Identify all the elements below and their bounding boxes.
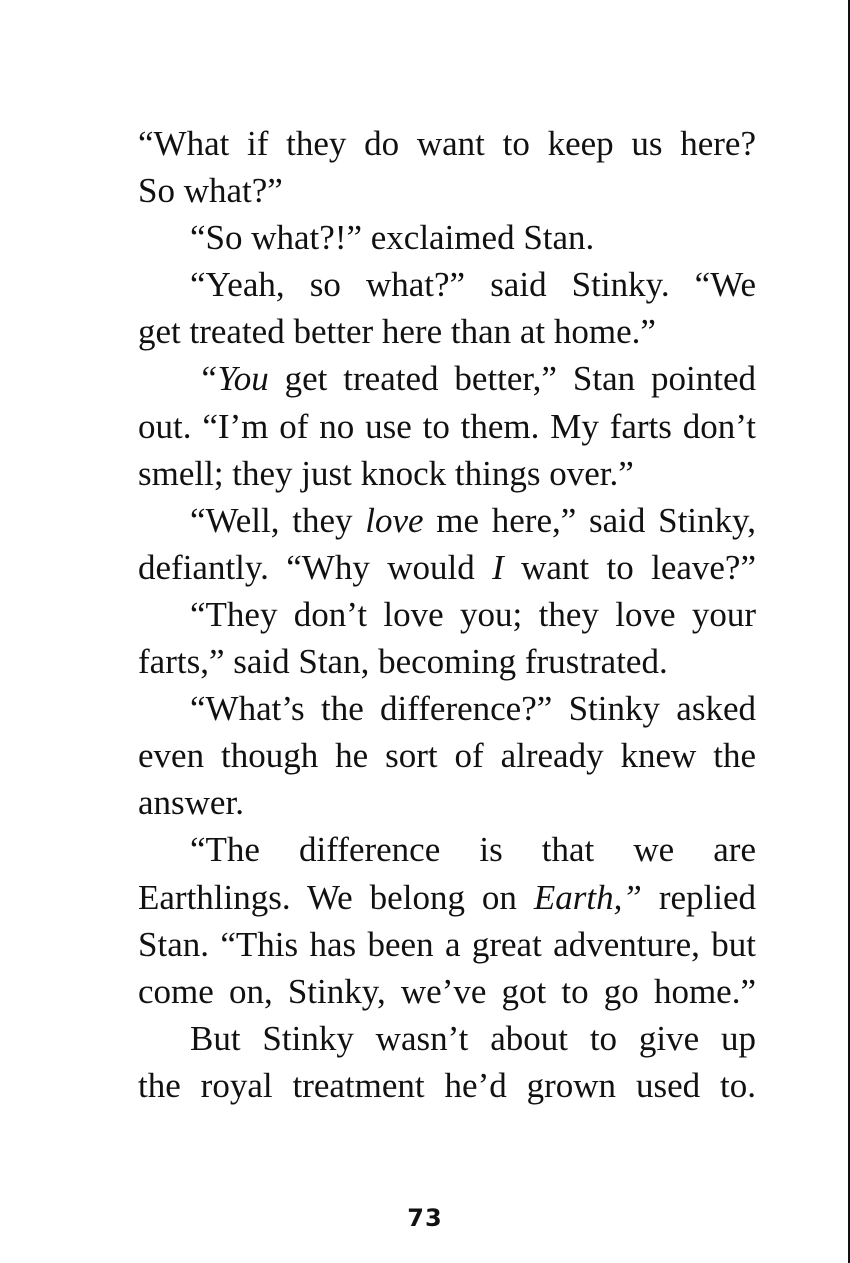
text-line xyxy=(138,732,756,779)
italic-text-run: Earth,” xyxy=(533,877,642,917)
text-line xyxy=(138,1015,756,1062)
text-line xyxy=(138,874,756,921)
text-line xyxy=(138,779,756,826)
italic-text-run: “You xyxy=(198,359,269,399)
text-run: “Yeah, so what?” said Stinky. “We xyxy=(190,265,756,305)
text-line xyxy=(138,261,756,308)
text-run: me here,” said Stinky, xyxy=(423,500,756,540)
text-run: answer. xyxy=(138,783,244,823)
text-run: defiantly. “Why would xyxy=(138,547,493,587)
text-run: So what?” xyxy=(138,171,283,211)
text-run: want to leave?” xyxy=(503,547,756,587)
text-run: come on, Stinky, we’ve got to go home.” xyxy=(138,971,756,1011)
text-line xyxy=(138,968,756,1015)
text-line xyxy=(138,591,756,638)
text-line xyxy=(138,1062,756,1109)
text-run: Earthlings. We belong on xyxy=(138,877,534,917)
italic-text-run: love xyxy=(365,500,424,540)
text-run: out. “I’m of no use to them. My farts don’t xyxy=(138,406,756,446)
text-run: smell; they just knock things over.” xyxy=(138,453,634,493)
text-line xyxy=(138,167,756,214)
text-run: replied xyxy=(641,877,756,917)
text-line xyxy=(138,450,756,497)
text-line xyxy=(138,120,756,167)
text-run: the royal treatment he’d grown used to. xyxy=(138,1065,756,1105)
text-line xyxy=(138,826,756,873)
text-run: “They don’t love you; they love your xyxy=(190,594,756,634)
text-run: “So what?!” exclaimed Stan. xyxy=(190,218,595,258)
text-run: farts,” said Stan, becoming frustrated. xyxy=(138,642,668,682)
text-run: “What’s the difference?” Stinky asked xyxy=(190,689,756,729)
text-run: get treated better,” Stan pointed xyxy=(268,359,756,399)
text-line xyxy=(138,214,756,261)
page-number: 73 xyxy=(407,1204,443,1232)
text-line xyxy=(138,403,756,450)
text-line xyxy=(138,638,756,685)
text-line xyxy=(138,308,756,355)
italic-text-run: I xyxy=(492,547,504,587)
text-run: “The difference is that we are xyxy=(190,830,756,870)
text-line xyxy=(138,921,756,968)
text-line xyxy=(138,355,756,402)
text-run: But Stinky wasn’t about to give up xyxy=(190,1018,756,1058)
text-run: “Well, they xyxy=(190,500,366,540)
page-body-text xyxy=(138,120,756,1109)
text-run: even though he sort of already knew the xyxy=(138,736,756,776)
text-run: “What if they do want to keep us here? xyxy=(138,124,756,163)
text-line xyxy=(138,685,756,732)
text-line xyxy=(138,497,756,544)
text-run: Stan. “This has been a great adventure, but xyxy=(138,924,756,964)
text-line xyxy=(138,544,756,591)
text-run: get treated better here than at home.” xyxy=(138,312,656,352)
